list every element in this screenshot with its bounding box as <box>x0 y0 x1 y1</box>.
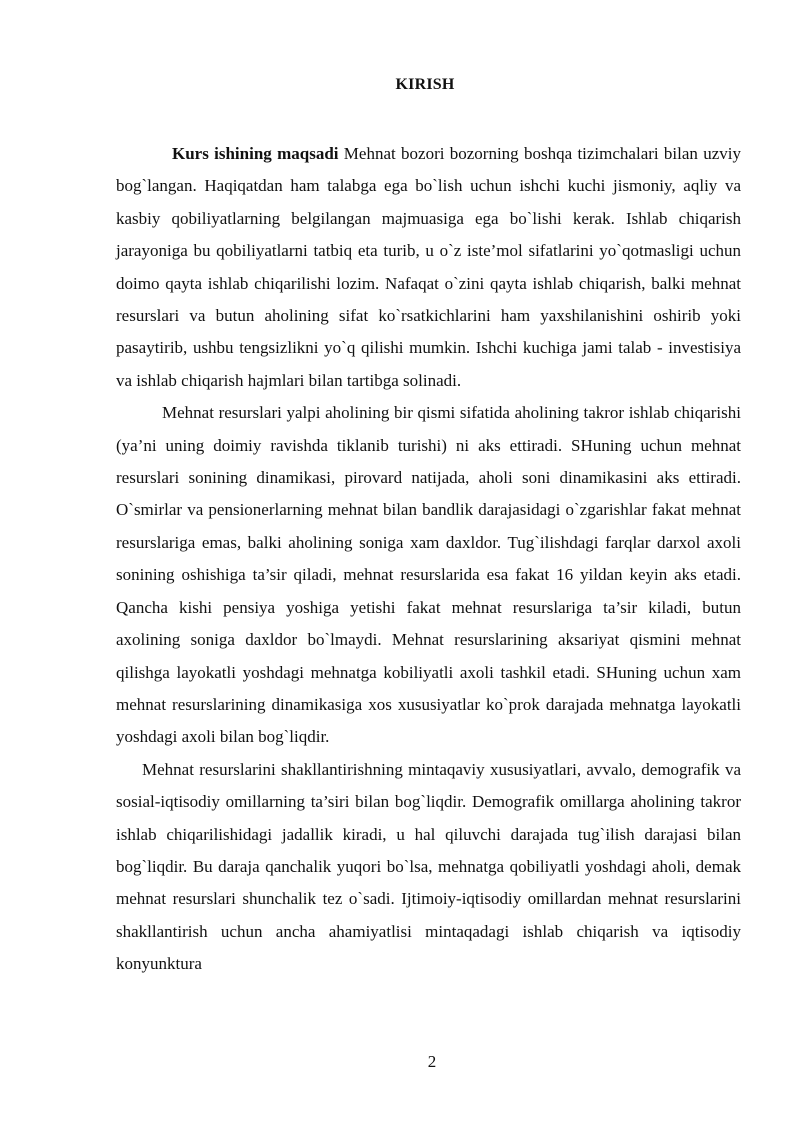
paragraph-lead: Kurs ishining maqsadi <box>172 144 339 163</box>
paragraph-1 <box>116 138 741 397</box>
page-title: KIRISH <box>395 76 455 93</box>
body-text <box>116 138 741 981</box>
page-number: 2 <box>427 1052 437 1071</box>
paragraph-3: Mehnat resurslarini shakllantirishning mintaqaviy xususiyatlari, avvalo, demografik va sosial-iqtisodiy omillarning ta’siri bilan bog`liqdir. Demografik omillarga aholining takror ishlab chiqarilishidagi jadallik kiradi, u hal qiluvchi darajada tug`ilish darajasi bilan bog`liqdir. Bu daraja qanchalik yuqori bo`lsa, mehnatga qobiliyatli yoshdagi aholi, demak mehnat resurslari shunchalik tez o`sadi. Ijtimoiy-iqtisodiy omillardan mehnat resurslarini shakllantirish uchun ancha ahamiyatlisi mintaqadagi ishlab chiqarish va iqtisodiy konyunktura <box>116 759 741 974</box>
paragraph-text: Mehnat bozori bozorning boshqa tizimchalari bilan uzviy bog`langan. Haqiqatdan ham talabga ega bo`lish uchun ishchi kuchi jismoniy, aqliy va kasbiy qobiliyatlarning belgilangan majmuasiga ega bo`lishi kerak. Ishlab chiqarish jarayoniga bu qobiliyatlarni tatbiq eta turib, u o`z iste’mol sifatlarini yo`qotmasligi uchun doimo qayta ishlab chiqarilishi lozim. Nafaqat o`zini qayta ishlab chiqarish, balki mehnat resurslari va butun aholining sifat ko`rsatkichlarini ham yaxshilanishini oshirib yoki pasaytirib, ushbu tengsizlikni yo`q qilishi mumkin. Ishchi kuchiga jami talab - investisiya va ishlab chiqarish hajmlari bilan tartibga solinadi. <box>116 144 741 390</box>
paragraph-2: Mehnat resurslari yalpi aholining bir qismi sifatida aholining takror ishlab chiqarishi (ya’ni uning doimiy ravishda tiklanib turishi) ni aks ettiradi. SHuning uchun mehnat resurslari sonining dinamikasi, pirovard natijada, aholi soni dinamikasini aks ettiradi. O`smirlar va pensionerlarning mehnat bilan bandlik darajasidagi o`zgarishlar fakat mehnat resurslariga emas, balki aholining soniga xam daxldor. Tug`ilishdagi farqlar darxol axoli sonining oshishiga ta’sir qiladi, mehnat resurslarida esa fakat 16 yildan keyin aks etadi. Qancha kishi pensiya yoshiga yetishi fakat mehnat resurslariga ta’sir kiladi, butun axolining soniga daxldor bo`lmaydi. Mehnat resurslarining aksariyat qismini mehnat qilishga layokatli yoshdagi mehnatga kobiliyatli axoli tashkil etadi. SHuning uchun xam mehnat resurslarining dinamikasiga xos xususiyatlar ko`prok darajada mehnatga layokatli yoshdagi axoli bilan bog`liqdir. <box>116 403 741 747</box>
